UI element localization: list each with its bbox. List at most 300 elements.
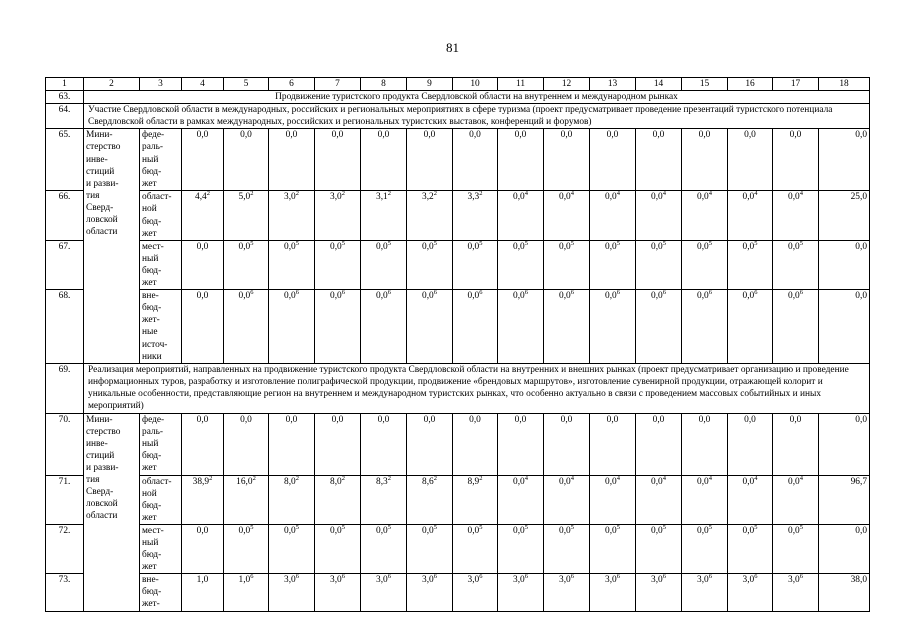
value-text: 0,0: [742, 192, 755, 203]
value-text: 3,0: [788, 575, 800, 586]
footnote-mark: 4: [708, 190, 712, 198]
value-cell: [773, 191, 819, 240]
value-text: 3,0: [422, 575, 434, 586]
value-text: 0,0: [238, 291, 251, 302]
value-text: 0,0: [744, 130, 756, 141]
value-text: 0,0: [285, 130, 298, 141]
value-text: 0,0: [559, 525, 571, 536]
value-text: 3,1: [376, 192, 388, 203]
value-cell: [407, 475, 453, 524]
value-cell: [453, 413, 498, 475]
value-text: 0,0: [513, 241, 525, 252]
footnote-mark: 6: [295, 573, 299, 581]
value-text: 0,0: [605, 192, 617, 203]
table-row: [46, 240, 870, 289]
value-cell: [636, 475, 682, 524]
footnote-mark: 5: [433, 240, 437, 247]
value-cell: [636, 524, 682, 573]
value-cell: [773, 413, 819, 475]
footnote-mark: 6: [250, 289, 254, 296]
executor-cell: Мини- стерство инве- стиций и разви- тия Сверд- ловской области: [84, 413, 140, 611]
value-cell: [361, 191, 407, 240]
value-text: 3,0: [376, 575, 388, 586]
value-cell: [498, 524, 544, 573]
value-cell: [315, 413, 361, 475]
value-text: 0,0: [330, 525, 342, 536]
funding-source: мест- ный бюд- жет: [140, 524, 182, 573]
value-text: 3,2: [422, 192, 434, 203]
value-text: 0,0: [284, 525, 296, 536]
value-cell: [544, 290, 590, 364]
section-title: Участие Свердловской области в международных, российских и региональных мероприятиях в сфере туризма (проект предусматривает проведение презентаций туристского потенциала Свердловской области в рамках международных, российских и региональных туристских выставок, конференций и форумов): [84, 104, 870, 129]
value-cell: [182, 475, 224, 524]
value-text: 0,0: [651, 525, 663, 536]
value-cell: [498, 290, 544, 364]
footnote-mark: 6: [479, 289, 483, 296]
header-cell: 15: [682, 78, 728, 91]
value-cell: [728, 475, 773, 524]
footnote-mark: 2: [433, 475, 437, 482]
value-cell: [453, 240, 498, 289]
value-cell: [224, 524, 269, 573]
value-text: 0,0: [469, 414, 481, 425]
value-text: 3,0: [605, 575, 617, 586]
value-cell: [361, 290, 407, 364]
value-cell: [182, 524, 224, 573]
value-text: 0,0: [376, 291, 388, 302]
value-cell: [682, 475, 728, 524]
value-text: 8,9: [467, 476, 480, 487]
footnote-mark: 5: [295, 240, 299, 247]
footnote-mark: 2: [295, 475, 299, 482]
value-text: 5,0: [238, 192, 251, 203]
row-number: 68.: [46, 290, 84, 364]
value-cell: [773, 524, 819, 573]
value-cell: [407, 129, 453, 191]
value-text: 0,0: [855, 414, 867, 425]
footnote-mark: 6: [754, 573, 758, 581]
value-cell: [590, 574, 636, 611]
value-text: 0,0: [605, 241, 617, 252]
value-text: 3,0: [697, 575, 709, 586]
value-text: 38,9: [192, 476, 210, 487]
footnote-mark: 6: [524, 573, 528, 581]
value-text: 0,0: [330, 241, 342, 252]
footnote-mark: 5: [708, 240, 712, 247]
value-text: 0,0: [240, 414, 252, 425]
value-cell: [498, 191, 544, 240]
footnote-mark: 6: [341, 573, 345, 581]
value-cell: [224, 191, 269, 240]
footnote-mark: 6: [799, 573, 803, 581]
value-text: 3,0: [742, 575, 755, 586]
footnote-mark: 5: [341, 240, 345, 247]
value-cell: [819, 240, 870, 289]
value-cell: [407, 191, 453, 240]
footnote-mark: 5: [524, 524, 528, 531]
value-cell: [361, 475, 407, 524]
value-cell: [224, 290, 269, 364]
value-text: 0,0: [651, 476, 663, 487]
value-cell: [773, 129, 819, 191]
value-cell: [682, 191, 728, 240]
value-cell: [544, 574, 590, 611]
footnote-mark: 4: [570, 190, 574, 198]
value-cell: [453, 191, 498, 240]
value-cell: [269, 524, 315, 573]
funding-source: феде- раль- ный бюд- жет: [140, 129, 182, 191]
value-cell: [819, 191, 870, 240]
value-text: 0,0: [744, 414, 756, 425]
table-header-row: [46, 78, 870, 91]
value-text: 8,6: [422, 476, 434, 487]
value-text: 0,0: [742, 291, 755, 302]
value-text: 0,0: [514, 130, 527, 141]
header-cell: 6: [269, 78, 315, 91]
value-text: 3,0: [284, 192, 296, 203]
value-cell: [182, 290, 224, 364]
value-cell: [361, 524, 407, 573]
value-text: 0,0: [788, 241, 800, 252]
value-cell: [819, 475, 870, 524]
value-cell: [315, 475, 361, 524]
footnote-mark: 5: [799, 240, 803, 247]
value-text: 0,0: [652, 130, 665, 141]
value-text: 0,0: [284, 241, 296, 252]
value-text: 0,0: [330, 291, 342, 302]
value-text: 0,0: [652, 414, 665, 425]
value-text: 0,0: [651, 291, 663, 302]
value-text: 0,0: [697, 192, 709, 203]
footnote-mark: 2: [206, 190, 210, 198]
value-cell: [728, 413, 773, 475]
header-cell: 16: [728, 78, 773, 91]
value-cell: [224, 475, 269, 524]
value-text: 0,0: [855, 525, 867, 536]
footnote-mark: 5: [250, 240, 254, 247]
row-number: 71.: [46, 475, 84, 524]
value-cell: [269, 290, 315, 364]
table-row-section: [46, 364, 870, 413]
value-text: 0,0: [238, 241, 251, 252]
value-cell: [361, 240, 407, 289]
value-text: 8,3: [376, 476, 388, 487]
page-number: 81: [446, 40, 459, 55]
value-text: 0,0: [513, 525, 525, 536]
footnote-mark: 4: [662, 190, 666, 198]
row-number: 72.: [46, 524, 84, 573]
footnote-mark: 5: [295, 524, 299, 531]
value-text: 0,0: [513, 476, 525, 487]
value-cell: [544, 413, 590, 475]
value-cell: [590, 524, 636, 573]
value-cell: [590, 413, 636, 475]
value-cell: [682, 129, 728, 191]
table-row: [46, 475, 870, 524]
value-text: 3,0: [467, 575, 480, 586]
row-number: 66.: [46, 191, 84, 240]
footnote-mark: 5: [708, 524, 712, 531]
footnote-mark: 6: [524, 289, 528, 296]
value-text: 0,0: [698, 130, 711, 141]
value-cell: [636, 191, 682, 240]
value-cell: [361, 574, 407, 611]
table-row: [46, 574, 870, 611]
value-text: 0,0: [514, 414, 527, 425]
value-text: 0,0: [467, 291, 480, 302]
value-text: 1,0: [238, 575, 251, 586]
value-text: 0,0: [240, 130, 252, 141]
footnote-mark: 4: [754, 475, 758, 482]
value-text: 0,0: [560, 414, 573, 425]
value-cell: [544, 129, 590, 191]
value-cell: [182, 413, 224, 475]
value-text: 0,0: [605, 476, 617, 487]
footnote-mark: 5: [662, 240, 666, 247]
value-text: 0,0: [376, 525, 388, 536]
footnote-mark: 6: [433, 573, 437, 581]
value-text: 0,0: [331, 414, 344, 425]
value-text: 0,0: [422, 241, 434, 252]
footnote-mark: 5: [799, 524, 803, 531]
footnote-mark: 5: [570, 524, 574, 531]
footnote-mark: 6: [708, 573, 712, 581]
header-cell: 14: [636, 78, 682, 91]
value-text: 0,0: [855, 241, 867, 252]
row-number: 69.: [46, 364, 84, 413]
header-cell: 12: [544, 78, 590, 91]
header-cell: 13: [590, 78, 636, 91]
value-text: 0,0: [697, 241, 709, 252]
row-number: 64.: [46, 104, 84, 129]
table-row: [46, 524, 870, 573]
footnote-mark: 4: [616, 190, 620, 198]
value-text: 0,0: [697, 525, 709, 536]
header-cell: 10: [453, 78, 498, 91]
value-text: 3,0: [330, 575, 342, 586]
footnote-mark: 4: [524, 475, 528, 482]
value-cell: [269, 413, 315, 475]
table-row-section: [46, 104, 870, 129]
footnote-mark: 5: [433, 524, 437, 531]
value-cell: [361, 413, 407, 475]
table-row: [46, 191, 870, 240]
value-text: 0,0: [422, 525, 434, 536]
value-text: 0,0: [855, 130, 867, 141]
value-cell: [819, 413, 870, 475]
value-text: 1,0: [196, 575, 209, 586]
footnote-mark: 2: [387, 475, 391, 482]
value-cell: [269, 475, 315, 524]
value-cell: [453, 475, 498, 524]
header-cell: 11: [498, 78, 544, 91]
header-cell: 2: [84, 78, 140, 91]
value-cell: [407, 290, 453, 364]
footnote-mark: 4: [662, 475, 666, 482]
value-text: 0,0: [789, 130, 802, 141]
value-text: 0,0: [789, 414, 802, 425]
value-text: 3,0: [513, 575, 525, 586]
footnote-mark: 5: [250, 524, 254, 531]
row-number: 63.: [46, 91, 84, 104]
value-text: 0,0: [788, 192, 800, 203]
value-cell: [407, 574, 453, 611]
value-text: 0,0: [559, 291, 571, 302]
footnote-mark: 4: [754, 190, 758, 198]
value-text: 0,0: [606, 130, 619, 141]
value-text: 3,0: [559, 575, 571, 586]
value-cell: [453, 129, 498, 191]
value-cell: [269, 129, 315, 191]
footnote-mark: 6: [341, 289, 345, 296]
footnote-mark: 2: [479, 190, 483, 198]
value-cell: [224, 413, 269, 475]
value-cell: [453, 290, 498, 364]
value-text: 0,0: [742, 476, 755, 487]
header-cell: 7: [315, 78, 361, 91]
value-text: 0,0: [697, 476, 709, 487]
footnote-mark: 4: [799, 475, 803, 482]
footnote-mark: 2: [295, 190, 299, 198]
value-text: 0,0: [651, 241, 663, 252]
value-text: 8,0: [330, 476, 342, 487]
header-cell: 3: [140, 78, 182, 91]
footnote-mark: 4: [524, 190, 528, 198]
value-cell: [498, 413, 544, 475]
header-cell: 18: [819, 78, 870, 91]
table-row: [46, 290, 870, 364]
value-cell: [682, 574, 728, 611]
value-text: 0,0: [196, 291, 209, 302]
value-cell: [453, 524, 498, 573]
value-text: 0,0: [376, 241, 388, 252]
funding-source: мест- ный бюд- жет: [140, 240, 182, 289]
footnote-mark: 5: [662, 524, 666, 531]
value-cell: [498, 475, 544, 524]
footnote-mark: 4: [616, 475, 620, 482]
value-cell: [315, 574, 361, 611]
table-row: [46, 129, 870, 191]
value-text: 0,0: [196, 525, 209, 536]
footnote-mark: 6: [570, 289, 574, 296]
footnote-mark: 5: [387, 524, 391, 531]
value-cell: [636, 129, 682, 191]
value-cell: [361, 129, 407, 191]
footnote-mark: 2: [341, 190, 345, 198]
value-cell: [269, 574, 315, 611]
value-text: 0,0: [469, 130, 481, 141]
value-text: 0,0: [697, 291, 709, 302]
value-text: 0,0: [423, 414, 436, 425]
header-cell: 8: [361, 78, 407, 91]
footnote-mark: 6: [433, 289, 437, 296]
footnote-mark: 6: [570, 573, 574, 581]
funding-table: [45, 77, 870, 612]
value-cell: [453, 574, 498, 611]
funding-source: феде- раль- ный бюд- жет: [140, 413, 182, 475]
footnote-mark: 5: [754, 524, 758, 531]
value-cell: [544, 240, 590, 289]
footnote-mark: 5: [754, 240, 758, 247]
footnote-mark: 6: [754, 289, 758, 296]
value-cell: [269, 240, 315, 289]
value-cell: [544, 191, 590, 240]
value-text: 0,0: [377, 414, 390, 425]
row-number: 70.: [46, 413, 84, 475]
footnote-mark: 6: [479, 573, 483, 581]
value-cell: [773, 475, 819, 524]
value-text: 0,0: [196, 130, 209, 141]
value-cell: [544, 475, 590, 524]
value-cell: [682, 524, 728, 573]
footnote-mark: 2: [209, 475, 213, 482]
value-text: 3,0: [651, 575, 663, 586]
footnote-mark: 2: [341, 475, 345, 482]
value-cell: [636, 240, 682, 289]
footnote-mark: 2: [252, 475, 256, 482]
footnote-mark: 6: [708, 289, 712, 296]
value-cell: [182, 191, 224, 240]
value-text: 0,0: [605, 291, 617, 302]
value-cell: [407, 524, 453, 573]
value-text: 0,0: [377, 130, 390, 141]
funding-source: област- ной бюд- жет: [140, 191, 182, 240]
row-number: 65.: [46, 129, 84, 191]
footnote-mark: 5: [387, 240, 391, 247]
value-text: 0,0: [467, 525, 480, 536]
value-cell: [773, 290, 819, 364]
value-text: 0,0: [742, 241, 755, 252]
value-cell: [315, 191, 361, 240]
value-cell: [590, 240, 636, 289]
row-number: 73.: [46, 574, 84, 611]
value-cell: [315, 524, 361, 573]
value-text: 0,0: [331, 130, 344, 141]
funding-source: вне- бюд- жет-: [140, 574, 182, 611]
value-cell: [498, 574, 544, 611]
value-text: 0,0: [513, 291, 525, 302]
footnote-mark: 6: [662, 289, 666, 296]
value-cell: [819, 290, 870, 364]
value-text: 0,0: [423, 130, 436, 141]
footnote-mark: 5: [479, 240, 483, 247]
value-cell: [544, 524, 590, 573]
value-text: 0,0: [559, 192, 571, 203]
value-cell: [182, 129, 224, 191]
header-cell: 9: [407, 78, 453, 91]
value-text: 0,0: [698, 414, 711, 425]
section-title: Продвижение туристского продукта Свердловской области на внутреннем и международном рынках: [84, 91, 870, 104]
value-text: 38,0: [850, 575, 867, 586]
value-cell: [773, 240, 819, 289]
footnote-mark: 6: [616, 289, 620, 296]
footnote-mark: 6: [799, 289, 803, 296]
header-cell: 17: [773, 78, 819, 91]
value-cell: [590, 290, 636, 364]
value-text: 0,0: [788, 476, 800, 487]
value-text: 0,0: [422, 291, 434, 302]
value-cell: [498, 240, 544, 289]
value-text: 0,0: [559, 476, 571, 487]
value-cell: [224, 129, 269, 191]
footnote-mark: 2: [250, 190, 254, 198]
value-text: 0,0: [788, 291, 800, 302]
value-cell: [315, 240, 361, 289]
value-cell: [407, 240, 453, 289]
footnote-mark: 6: [295, 289, 299, 296]
value-cell: [728, 129, 773, 191]
footnote-mark: 4: [570, 475, 574, 482]
